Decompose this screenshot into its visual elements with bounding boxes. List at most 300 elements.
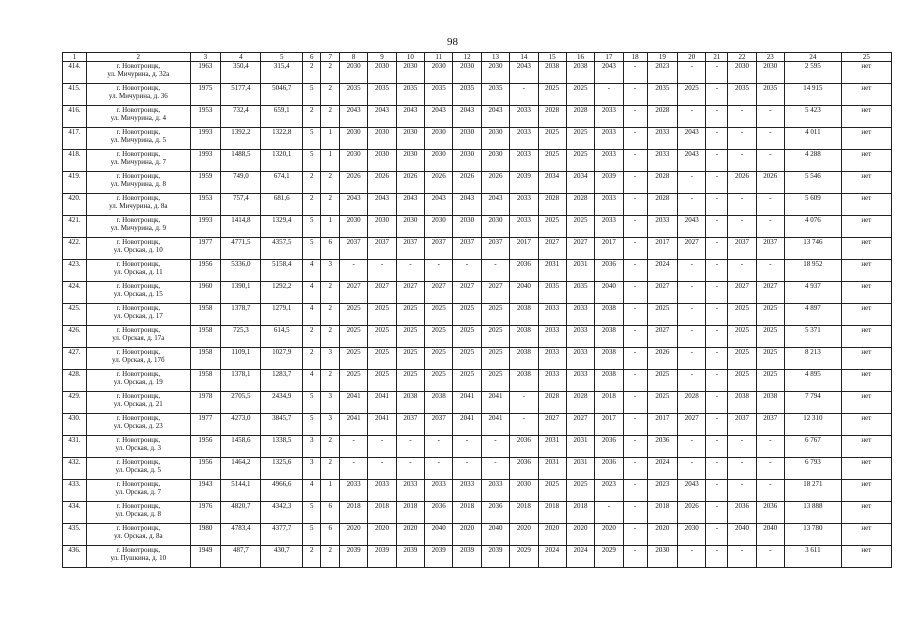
table-cell: 2020 — [538, 524, 566, 546]
table-cell: 2037 — [339, 238, 367, 260]
table-cell: 2 — [321, 106, 340, 128]
row-index: 426. — [63, 326, 87, 348]
table-cell: 6 — [321, 238, 340, 260]
address-cell — [86, 348, 190, 370]
table-cell: 2043 — [368, 194, 396, 216]
table-cell: 5158,4 — [261, 260, 302, 282]
table-cell: 2025 — [453, 348, 481, 370]
cost-cell: 8 213 — [784, 348, 841, 370]
table-cell: 2017 — [647, 414, 678, 436]
table-cell: 2040 — [728, 524, 756, 546]
table-cell: 5 — [302, 524, 321, 546]
table-cell: нет — [841, 150, 891, 172]
table-cell: 2030 — [481, 150, 509, 172]
table-cell: - — [706, 128, 728, 150]
cost-cell: 7 794 — [784, 392, 841, 414]
table-cell: 2043 — [339, 106, 367, 128]
table-cell: 2039 — [510, 172, 538, 194]
table-cell: 2030 — [728, 62, 756, 84]
address-cell — [86, 502, 190, 524]
table-cell: 2036 — [647, 436, 678, 458]
table-cell: - — [623, 414, 647, 436]
table-cell: 2043 — [595, 62, 623, 84]
column-number: 1 — [63, 53, 87, 62]
table-row — [63, 370, 892, 392]
table-cell: - — [706, 546, 728, 568]
table-row — [63, 128, 892, 150]
table-cell: 2 — [321, 436, 340, 458]
column-number: 16 — [566, 53, 594, 62]
table-cell: 2031 — [538, 458, 566, 480]
address-city: г. Новотроицк, — [116, 524, 161, 532]
table-cell: 2029 — [595, 546, 623, 568]
table-cell: 2030 — [339, 150, 367, 172]
table-cell: - — [623, 436, 647, 458]
table-cell: - — [706, 458, 728, 480]
column-number: 10 — [396, 53, 424, 62]
table-cell: 2038 — [595, 348, 623, 370]
table-cell: 2030 — [339, 128, 367, 150]
table-cell: 2037 — [396, 238, 424, 260]
table-cell: 2027 — [481, 282, 509, 304]
table-cell: 2017 — [595, 414, 623, 436]
row-index: 425. — [63, 304, 87, 326]
address-street: ул. Орская, д. 11 — [113, 268, 163, 276]
table-cell: - — [706, 282, 728, 304]
table-cell: 2025 — [566, 150, 594, 172]
table-cell: 2037 — [481, 238, 509, 260]
table-cell: - — [425, 458, 453, 480]
address-city: г. Новотроицк, — [116, 502, 161, 510]
table-cell: 5 — [302, 84, 321, 106]
table-cell: 2043 — [678, 128, 706, 150]
table-cell: - — [678, 458, 706, 480]
table-cell: 2043 — [678, 150, 706, 172]
table-cell: 1975 — [190, 84, 221, 106]
table-cell: 2026 — [396, 172, 424, 194]
table-cell: 2027 — [728, 282, 756, 304]
table-cell: - — [396, 260, 424, 282]
table-cell: 2033 — [566, 304, 594, 326]
table-cell: 2039 — [481, 546, 509, 568]
table-cell: 2 — [321, 282, 340, 304]
table-cell: - — [623, 62, 647, 84]
address-street: ул. Мичурина, д. 36 — [108, 92, 168, 100]
table-cell: - — [623, 194, 647, 216]
table-cell: - — [678, 436, 706, 458]
table-cell: - — [728, 106, 756, 128]
table-row — [63, 84, 892, 106]
table-row — [63, 414, 892, 436]
table-cell: 1109,1 — [221, 348, 261, 370]
table-cell: 2025 — [728, 326, 756, 348]
address-street: ул. Мичурина, д. 7 — [110, 158, 166, 166]
table-row — [63, 194, 892, 216]
table-cell: - — [756, 546, 784, 568]
table-cell: 5 — [302, 238, 321, 260]
column-number: 6 — [302, 53, 321, 62]
table-cell: - — [481, 260, 509, 282]
table-cell: 487,7 — [221, 546, 261, 568]
address-city: г. Новотроицк, — [116, 304, 161, 312]
table-cell: 2030 — [396, 62, 424, 84]
table-cell: 1980 — [190, 524, 221, 546]
table-cell: 2025 — [339, 304, 367, 326]
table-cell: 1978 — [190, 392, 221, 414]
table-cell: 2020 — [647, 524, 678, 546]
table-cell: 2025 — [566, 216, 594, 238]
table-cell: 2033 — [453, 480, 481, 502]
table-cell: 2034 — [538, 172, 566, 194]
table-cell: 2035 — [453, 84, 481, 106]
table-cell: - — [623, 524, 647, 546]
table-cell: 2033 — [396, 480, 424, 502]
table-cell: 2030 — [453, 62, 481, 84]
table-cell: - — [678, 282, 706, 304]
cost-cell: 18 952 — [784, 260, 841, 282]
table-cell: нет — [841, 370, 891, 392]
table-cell: 2024 — [566, 546, 594, 568]
table-cell: 4 — [302, 304, 321, 326]
table-cell: - — [678, 348, 706, 370]
table-cell: 2037 — [728, 238, 756, 260]
table-cell: 350,4 — [221, 62, 261, 84]
table-cell: 3 — [302, 458, 321, 480]
table-cell: 2043 — [425, 194, 453, 216]
table-cell: 2034 — [566, 172, 594, 194]
table-cell: 5177,4 — [221, 84, 261, 106]
table-cell: 732,4 — [221, 106, 261, 128]
table-cell: 2 — [302, 348, 321, 370]
table-cell: 2039 — [453, 546, 481, 568]
table-cell: 2038 — [510, 348, 538, 370]
table-cell: 2038 — [595, 304, 623, 326]
table-cell: 2020 — [368, 524, 396, 546]
cost-cell: 6 767 — [784, 436, 841, 458]
row-index: 421. — [63, 216, 87, 238]
column-number: 14 — [510, 53, 538, 62]
address-city: г. Новотроицк, — [116, 282, 161, 290]
address-street: ул. Пушкина, д. 10 — [110, 554, 167, 562]
table-cell: - — [678, 194, 706, 216]
table-cell: 2028 — [538, 392, 566, 414]
table-cell: 2027 — [538, 414, 566, 436]
table-cell: 2036 — [510, 260, 538, 282]
address-street: ул. Мичурина, д. 9 — [110, 224, 166, 232]
address-street: ул. Мичурина, д. 5 — [110, 136, 166, 144]
table-cell: - — [623, 150, 647, 172]
table-cell: 3 — [321, 348, 340, 370]
table-cell: - — [678, 62, 706, 84]
address-cell — [86, 282, 190, 304]
table-cell: 2030 — [396, 128, 424, 150]
table-cell: 1464,2 — [221, 458, 261, 480]
table-cell: 2030 — [339, 216, 367, 238]
address-city: г. Новотроицк, — [116, 414, 161, 422]
table-cell: - — [756, 150, 784, 172]
row-index: 428. — [63, 370, 87, 392]
table-cell: 659,1 — [261, 106, 302, 128]
table-cell: 4357,5 — [261, 238, 302, 260]
table-cell: нет — [841, 458, 891, 480]
table-cell: - — [595, 84, 623, 106]
table-cell: 2028 — [538, 194, 566, 216]
table-cell: 2025 — [425, 304, 453, 326]
table-cell: 2039 — [425, 546, 453, 568]
table-cell: 2025 — [756, 304, 784, 326]
address-city: г. Новотроицк, — [116, 128, 161, 136]
table-row — [63, 480, 892, 502]
table-cell: - — [425, 436, 453, 458]
table-cell: 1392,2 — [221, 128, 261, 150]
table-cell: 2036 — [425, 502, 453, 524]
table-cell: нет — [841, 414, 891, 436]
table-cell: 674,1 — [261, 172, 302, 194]
table-cell: 2030 — [678, 524, 706, 546]
table-cell: - — [706, 62, 728, 84]
table-cell: 2030 — [425, 62, 453, 84]
table-cell: 2025 — [728, 304, 756, 326]
table-cell: 2018 — [339, 502, 367, 524]
table-cell: - — [706, 194, 728, 216]
address-city: г. Новотроицк, — [116, 238, 161, 246]
table-cell: - — [706, 326, 728, 348]
table-cell: 3 — [321, 392, 340, 414]
table-cell: 2025 — [647, 304, 678, 326]
table-cell: 2027 — [566, 238, 594, 260]
table-cell: 2038 — [510, 326, 538, 348]
address-city: г. Новотроицк, — [116, 62, 161, 70]
table-cell: - — [623, 172, 647, 194]
table-body — [63, 62, 892, 568]
row-index: 431. — [63, 436, 87, 458]
table-cell: - — [453, 458, 481, 480]
table-cell: - — [728, 150, 756, 172]
table-cell: 4 — [302, 260, 321, 282]
table-cell: нет — [841, 348, 891, 370]
table-cell: 1283,7 — [261, 370, 302, 392]
table-cell: 2033 — [510, 216, 538, 238]
table-cell: нет — [841, 216, 891, 238]
table-cell: 2041 — [339, 414, 367, 436]
table-cell: 1 — [321, 128, 340, 150]
table-cell: 2041 — [339, 392, 367, 414]
table-cell: 2026 — [339, 172, 367, 194]
table-cell: 5 — [302, 150, 321, 172]
cost-cell: 4 076 — [784, 216, 841, 238]
table-cell: 725,3 — [221, 326, 261, 348]
table-cell: 2030 — [339, 62, 367, 84]
table-cell: 2024 — [647, 458, 678, 480]
table-cell: - — [425, 260, 453, 282]
table-cell: 2030 — [368, 128, 396, 150]
address-cell — [86, 84, 190, 106]
table-cell: нет — [841, 392, 891, 414]
table-cell: 2 — [321, 62, 340, 84]
table-cell: - — [623, 392, 647, 414]
table-cell: 2033 — [647, 150, 678, 172]
table-cell: 2 — [321, 370, 340, 392]
column-number: 5 — [261, 53, 302, 62]
table-cell: 2043 — [510, 62, 538, 84]
table-cell: 2028 — [566, 392, 594, 414]
table-cell: 2020 — [510, 524, 538, 546]
table-cell: 2025 — [647, 370, 678, 392]
table-cell: 2025 — [566, 128, 594, 150]
row-index: 430. — [63, 414, 87, 436]
column-number: 25 — [841, 53, 891, 62]
table-cell: 1958 — [190, 304, 221, 326]
table-cell: 2026 — [425, 172, 453, 194]
table-cell: 1322,8 — [261, 128, 302, 150]
table-cell: 1993 — [190, 150, 221, 172]
address-street: ул. Орская, д. 3 — [115, 444, 162, 452]
cost-cell: 4 937 — [784, 282, 841, 304]
table-cell: 2026 — [647, 348, 678, 370]
table-cell: 1414,8 — [221, 216, 261, 238]
table-cell: 2030 — [368, 216, 396, 238]
table-row — [63, 304, 892, 326]
table-cell: 2026 — [756, 172, 784, 194]
table-cell: 5 — [302, 216, 321, 238]
table-cell: 1993 — [190, 128, 221, 150]
table-cell: - — [728, 216, 756, 238]
table-cell: - — [706, 304, 728, 326]
table-cell: - — [623, 546, 647, 568]
column-number: 7 — [321, 53, 340, 62]
table-cell: 2036 — [510, 436, 538, 458]
table-cell: 2043 — [481, 194, 509, 216]
table-cell: нет — [841, 326, 891, 348]
table-cell: 2 — [321, 172, 340, 194]
table-cell: 2 — [302, 326, 321, 348]
table-cell: 2025 — [538, 84, 566, 106]
row-index: 434. — [63, 502, 87, 524]
table-cell: 2033 — [538, 304, 566, 326]
table-cell: 2027 — [647, 326, 678, 348]
table-cell: 2043 — [678, 216, 706, 238]
table-cell: 2025 — [453, 326, 481, 348]
table-cell: 2025 — [396, 304, 424, 326]
column-number: 13 — [481, 53, 509, 62]
table-cell: 2030 — [453, 150, 481, 172]
table-cell: 2025 — [678, 84, 706, 106]
column-number: 17 — [595, 53, 623, 62]
table-cell: - — [756, 260, 784, 282]
table-cell: 1958 — [190, 348, 221, 370]
table-row — [63, 216, 892, 238]
table-cell: - — [728, 546, 756, 568]
table-cell: нет — [841, 84, 891, 106]
table-cell: 2041 — [481, 414, 509, 436]
table-cell: - — [623, 458, 647, 480]
table-cell: 2030 — [425, 128, 453, 150]
address-cell — [86, 392, 190, 414]
column-number: 15 — [538, 53, 566, 62]
table-cell: 430,7 — [261, 546, 302, 568]
table-cell: - — [368, 260, 396, 282]
row-index: 414. — [63, 62, 87, 84]
address-cell — [86, 546, 190, 568]
column-number: 8 — [339, 53, 367, 62]
table-cell: 2023 — [647, 62, 678, 84]
table-cell: - — [678, 172, 706, 194]
address-street: ул. Мичурина, д. 8 — [110, 180, 166, 188]
table-cell: - — [368, 458, 396, 480]
table-cell: 2033 — [538, 326, 566, 348]
address-city: г. Новотроицк, — [116, 348, 161, 356]
column-number: 2 — [86, 53, 190, 62]
table-cell: - — [623, 238, 647, 260]
table-cell: 2030 — [425, 150, 453, 172]
table-cell: - — [678, 546, 706, 568]
table-cell: - — [453, 260, 481, 282]
table-cell: 2028 — [647, 106, 678, 128]
table-cell: 2033 — [425, 480, 453, 502]
table-cell: 2039 — [595, 172, 623, 194]
cost-cell: 4 288 — [784, 150, 841, 172]
table-cell: - — [678, 304, 706, 326]
table-cell: 2017 — [647, 238, 678, 260]
table-cell: 2033 — [510, 150, 538, 172]
address-city: г. Новотроицк, — [116, 436, 161, 444]
address-street: ул. Орская, д. 17б — [112, 356, 165, 364]
table-cell: 2037 — [425, 238, 453, 260]
table-cell: - — [706, 106, 728, 128]
table-cell: 4 — [302, 370, 321, 392]
table-cell: 2035 — [339, 84, 367, 106]
address-city: г. Новотроицк, — [116, 546, 161, 554]
table-cell: - — [706, 348, 728, 370]
table-cell: нет — [841, 546, 891, 568]
table-row — [63, 172, 892, 194]
table-cell: - — [728, 194, 756, 216]
table-cell: 2041 — [368, 414, 396, 436]
table-cell: 2027 — [368, 282, 396, 304]
table-cell: 2026 — [481, 172, 509, 194]
address-cell — [86, 106, 190, 128]
table-cell: 2041 — [453, 414, 481, 436]
table-cell: 2018 — [510, 502, 538, 524]
table-cell: 2027 — [339, 282, 367, 304]
table-cell: 2025 — [368, 348, 396, 370]
address-city: г. Новотроицк, — [116, 326, 161, 334]
table-cell: 2025 — [481, 326, 509, 348]
table-cell: 2024 — [647, 260, 678, 282]
table-cell: 2043 — [453, 106, 481, 128]
table-cell: 2029 — [510, 546, 538, 568]
table-cell: 2025 — [453, 370, 481, 392]
cost-cell: 4 897 — [784, 304, 841, 326]
table-cell: 2028 — [647, 172, 678, 194]
table-cell: 1993 — [190, 216, 221, 238]
table-cell: 2031 — [538, 260, 566, 282]
table-cell: 5 — [302, 502, 321, 524]
table-cell: 2025 — [756, 326, 784, 348]
table-cell: 5 — [302, 392, 321, 414]
column-number: 23 — [756, 53, 784, 62]
housing-schedule-table — [62, 52, 892, 568]
table-cell: - — [706, 502, 728, 524]
table-cell: 2030 — [396, 150, 424, 172]
table-cell: - — [706, 524, 728, 546]
column-number: 3 — [190, 53, 221, 62]
table-cell: 3 — [321, 260, 340, 282]
cost-cell: 4 011 — [784, 128, 841, 150]
table-cell: 2024 — [538, 546, 566, 568]
table-cell: - — [623, 84, 647, 106]
column-number: 4 — [221, 53, 261, 62]
